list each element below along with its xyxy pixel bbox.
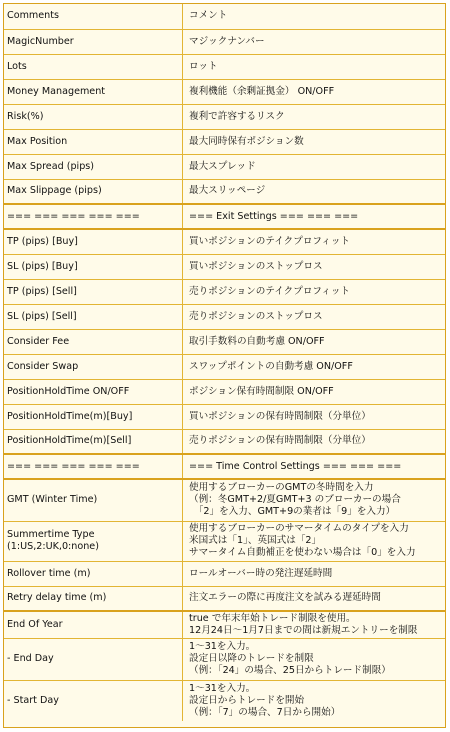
setting-description (183, 4, 446, 29)
setting-description (183, 204, 446, 229)
description-line: 1～31を入力。 (189, 682, 256, 694)
setting-description (183, 479, 446, 521)
description-line: ポジション保有時間制限 ON/OFF (189, 385, 334, 397)
setting-key: MagicNumber (4, 29, 183, 54)
setting-key: === === === === === (4, 204, 183, 229)
description-line: 設定日以降のトレードを制限 (189, 653, 314, 664)
description-line: 米国式は「1」、英国式は「2」 (189, 535, 322, 546)
table-row (4, 129, 445, 154)
table-row (4, 429, 445, 454)
setting-description (183, 379, 446, 404)
setting-key: SL (pips) [Sell] (4, 304, 183, 329)
description-line: 12月24日～1月7日までの間は新規エントリーを制限 (189, 624, 418, 636)
description-line: ロールオーバー時の発注遅延時間 (189, 567, 333, 579)
description-line: ロット (189, 60, 218, 72)
description-line: 取引手数料の自動考慮 ON/OFF (189, 335, 325, 347)
description-line: （例：冬GMT+2/夏GMT+3 のブローカーの場合 (189, 494, 401, 506)
description-line: スワップポイントの自動考慮 ON/OFF (189, 360, 353, 372)
setting-key: Money Management (4, 79, 183, 104)
description-line: サマータイム自動補正を使わない場合は「0」を入力 (189, 547, 416, 558)
table-row (4, 329, 445, 354)
table-row (4, 29, 445, 54)
setting-key: Summertime Type (1:US,2:UK,0:none) (4, 521, 183, 561)
setting-description (183, 354, 446, 379)
table-row (4, 354, 445, 379)
setting-description (183, 54, 446, 79)
description-line: 買いポジションの保有時間制限（分単位） (189, 410, 371, 422)
table-row (4, 404, 445, 429)
table-row (4, 304, 445, 329)
setting-description (183, 79, 446, 104)
setting-key: PositionHoldTime ON/OFF (4, 379, 183, 404)
description-line: 「2」を入力、GMT+9の業者は「9」を入力） (189, 506, 396, 518)
setting-description (183, 611, 446, 638)
setting-key: Consider Fee (4, 329, 183, 354)
table-row (4, 229, 445, 254)
setting-key: End Of Year (4, 611, 183, 638)
table-row (4, 379, 445, 404)
setting-key: Risk(%) (4, 104, 183, 129)
setting-key: - End Day (4, 638, 183, 680)
setting-description (183, 561, 446, 586)
setting-key: TP (pips) [Sell] (4, 279, 183, 304)
setting-description (183, 104, 446, 129)
description-line: （例：「7」の場合、7日から開始） (189, 706, 341, 718)
setting-description (183, 680, 446, 721)
table-row (4, 204, 445, 229)
setting-key: - Start Day (4, 680, 183, 721)
table-row (4, 4, 445, 29)
description-line: 1～31を入力。 (189, 641, 256, 652)
table-row (4, 638, 445, 680)
description-line: === Time Control Settings === === === (189, 460, 402, 472)
setting-description (183, 429, 446, 454)
table-row (4, 254, 445, 279)
description-line: 複利機能（余剰証拠金） ON/OFF (189, 85, 335, 97)
description-line: マジックナンバー (189, 35, 265, 47)
table-row (4, 611, 445, 638)
setting-description (183, 404, 446, 429)
setting-description (183, 638, 446, 680)
setting-description (183, 254, 446, 279)
setting-key: GMT (Winter Time) (4, 479, 183, 521)
table-row (4, 54, 445, 79)
description-line: === Exit Settings === === === (189, 210, 359, 222)
setting-key: Max Slippage (pips) (4, 179, 183, 204)
table-row (4, 154, 445, 179)
table-row (4, 279, 445, 304)
setting-key: PositionHoldTime(m)[Sell] (4, 429, 183, 454)
setting-description (183, 304, 446, 329)
description-line: 買いポジションのストップロス (189, 260, 323, 272)
setting-description (183, 454, 446, 479)
description-line: 最大スリッページ (189, 185, 266, 197)
description-line: （例：「24」の場合、25日からトレード制限） (189, 665, 391, 676)
description-line: 設定日からトレードを開始 (189, 694, 305, 706)
setting-description (183, 586, 446, 611)
setting-key: === === === === === (4, 454, 183, 479)
description-line: 売りポジションのストップロス (189, 310, 323, 322)
description-line: 複利で許容するリスク (189, 110, 285, 122)
setting-description (183, 279, 446, 304)
setting-key: Retry delay time (m) (4, 586, 183, 611)
setting-key: Comments (4, 4, 183, 29)
table-row (4, 521, 445, 561)
description-line: 売りポジションの保有時間制限（分単位） (189, 435, 371, 447)
description-line: 買いポジションのテイクプロフィット (189, 235, 351, 247)
setting-key: Lots (4, 54, 183, 79)
description-line: 使用するブローカーのGMTの冬時間を入力 (189, 482, 374, 494)
setting-description (183, 29, 446, 54)
settings-table (4, 4, 445, 721)
description-line: コメント (189, 10, 228, 22)
setting-key: Max Spread (pips) (4, 154, 183, 179)
description-line: 注文エラーの際に再度注文を試みる遅延時間 (189, 592, 381, 604)
table-row (4, 79, 445, 104)
setting-key: SL (pips) [Buy] (4, 254, 183, 279)
setting-description (183, 329, 446, 354)
description-line: true で年末年始トレード制限を使用。 (189, 612, 356, 624)
table-row (4, 561, 445, 586)
table-row (4, 179, 445, 204)
setting-description (183, 154, 446, 179)
setting-key: Rollover time (m) (4, 561, 183, 586)
table-row (4, 680, 445, 721)
setting-key: Consider Swap (4, 354, 183, 379)
table-row (4, 586, 445, 611)
table-row (4, 104, 445, 129)
description-line: 最大スプレッド (189, 160, 256, 172)
settings-table-frame (3, 3, 446, 728)
description-line: 最大同時保有ポジション数 (189, 135, 304, 147)
table-row (4, 454, 445, 479)
setting-description (183, 521, 446, 561)
setting-description (183, 179, 446, 204)
table-row (4, 479, 445, 521)
setting-key: Max Position (4, 129, 183, 154)
setting-description (183, 129, 446, 154)
setting-key: PositionHoldTime(m)[Buy] (4, 404, 183, 429)
setting-description (183, 229, 446, 254)
description-line: 使用するブローカーのサマータイムのタイプを入力 (189, 523, 409, 534)
setting-key: TP (pips) [Buy] (4, 229, 183, 254)
description-line: 売りポジションのテイクプロフィット (189, 285, 351, 297)
